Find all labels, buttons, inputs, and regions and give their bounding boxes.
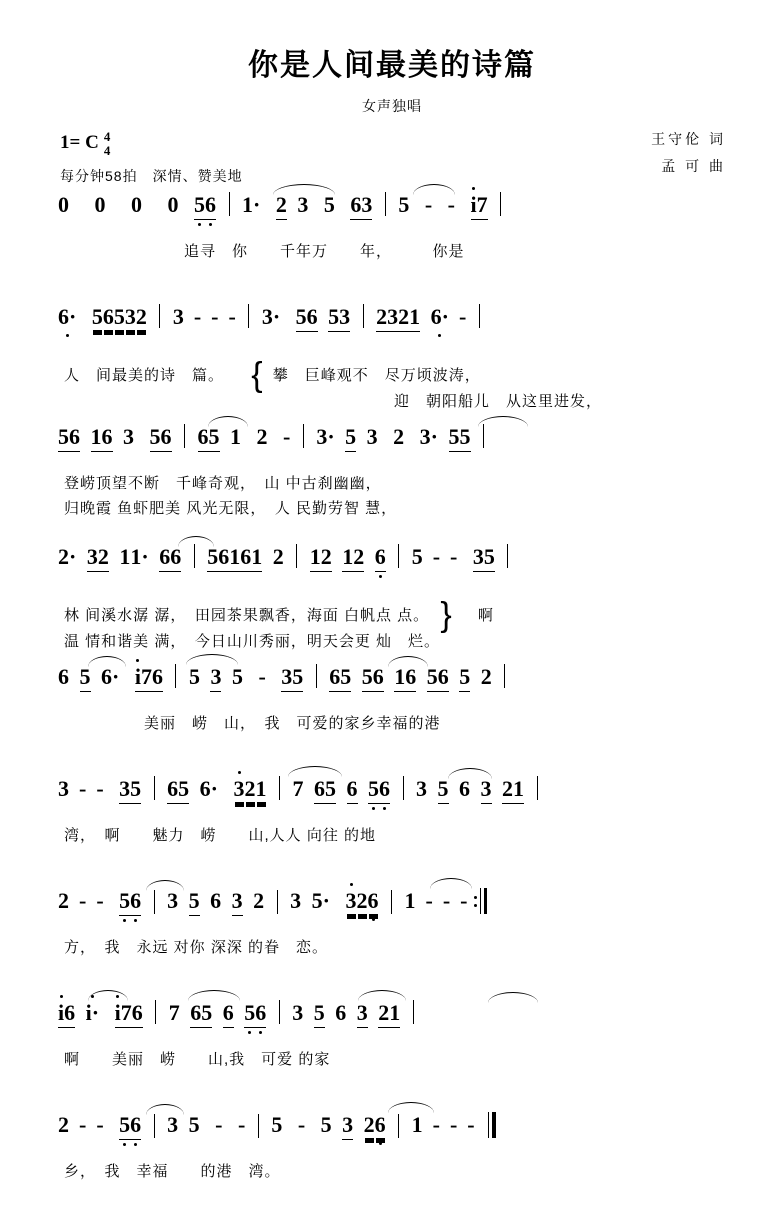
credits xyxy=(651,126,726,179)
lyric-line: 乡， 我 幸福 的港 湾。 xyxy=(64,1163,281,1180)
note-row: 3 - - 35 65 6· 321 7 65 6 56 3 5 6 3 21 xyxy=(58,776,730,814)
note-row: 2 - - 56 3 5 6 3 2 3 5· 326 1 - - - xyxy=(58,888,730,926)
music-system-1 xyxy=(0,192,784,304)
verse-brace: } xyxy=(440,596,453,634)
tempo-expression: 每分钟58拍 深情、赞美地 xyxy=(60,168,243,184)
sheet-music-page xyxy=(0,40,784,1180)
lyric-line: 登崂顶望不断 千峰奇观， 山 中古刹幽幽， xyxy=(64,475,382,492)
music-system-7 xyxy=(0,888,784,1000)
lyric-line: 林 间溪水潺 潺， 田园茶果飘香，海面 白帆点 点。 } 啊 xyxy=(64,596,494,634)
note-row: 2· 32 11· 66 56161 2 12 12 6 5 - - 35 xyxy=(58,544,730,582)
lyric-line: 湾， 啊 魅力 崂 山,人人 向往 的地 xyxy=(64,827,377,844)
note-row: 6· 56532 3 - - - 3· 56 53 2321 6· - xyxy=(58,304,730,342)
music-system-4 xyxy=(0,544,784,664)
lyric-line-2: 迎 朝阳船儿 从这里进发， xyxy=(394,393,603,410)
composer: 孟 可 曲 xyxy=(661,157,726,174)
time-signature xyxy=(104,130,111,157)
music-system-6 xyxy=(0,776,784,888)
note-row: 0 0 0 0 56 1· 2 3 5 63 5 - - i7 xyxy=(58,192,730,230)
page-title: 你是人间最美的诗篇 xyxy=(248,49,536,82)
music-system-3 xyxy=(0,424,784,544)
music-system-5 xyxy=(0,664,784,776)
lyric-line-2: 归晚霞 鱼虾肥美 风光无限， 人 民勤劳智 慧， xyxy=(64,500,398,517)
note-row: 56 16 3 56 65 1 2 - 3· 5 3 2 3· 55 xyxy=(58,424,730,462)
meter-top: 4 xyxy=(103,129,111,144)
note-row: 6 5 6· i76 5 3 5 - 35 65 56 16 56 5 2 xyxy=(58,664,730,702)
lyric-line: 人 间最美的诗 篇。 { 攀 巨峰观不 尽万顷波涛， xyxy=(64,356,481,394)
lyric-line: 美丽 崂 山， 我 可爱的家乡幸福的港 xyxy=(144,715,441,732)
music-system-8 xyxy=(0,1000,784,1112)
music-system-9 xyxy=(0,1112,784,1224)
lyric-line-2: 温 情和谐美 满， 今日山川秀丽，明天会更 灿 烂。 xyxy=(64,633,441,650)
performance-type: 女声独唱 xyxy=(362,98,422,114)
meter-bottom: 4 xyxy=(103,142,111,158)
repeat-end-barline xyxy=(479,888,489,914)
final-barline xyxy=(488,1112,497,1138)
score-metadata xyxy=(0,122,784,192)
lyric-line: 啊 美丽 崂 山,我 可爱 的家 xyxy=(64,1051,331,1068)
lyric-line: 方， 我 永远 对你 深深 的眷 恋。 xyxy=(64,939,329,956)
lyricist: 王守伦 词 xyxy=(651,131,726,147)
music-system-2 xyxy=(0,304,784,424)
key-label: 1= C xyxy=(60,132,99,153)
note-row: 2 - - 56 3 5 - - 5 - 5 3 26 1 - - - xyxy=(58,1112,730,1150)
key-signature xyxy=(60,129,111,158)
lyric-line: 追寻 你 千年万 年， 你是 xyxy=(184,243,465,260)
verse-brace: { xyxy=(251,356,264,394)
note-row: i6 i· i76 7 65 6 56 3 5 6 3 21 xyxy=(58,1000,730,1038)
